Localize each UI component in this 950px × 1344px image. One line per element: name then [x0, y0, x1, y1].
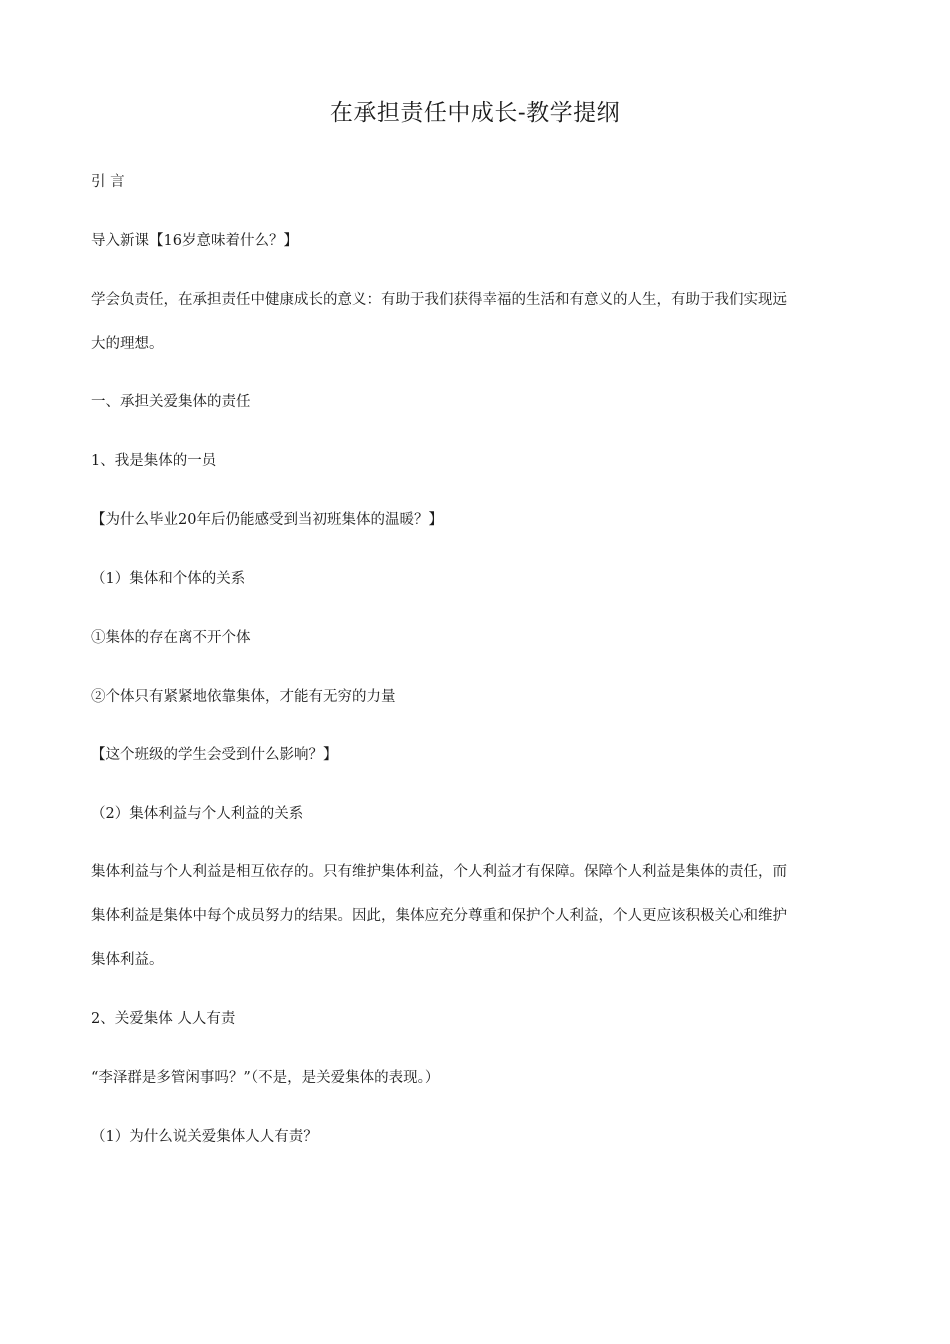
paragraph-line: 大的理想。	[91, 336, 164, 352]
lead-in-question: 导入新课【16岁意味着什么？】	[91, 233, 298, 249]
document-title: 在承担责任中成长-教学提纲	[329, 100, 621, 126]
list-item: ②个体只有紧紧地依靠集体，才能有无穷的力量	[91, 689, 396, 705]
interest-relation-paragraph	[91, 850, 861, 982]
meaning-paragraph	[91, 278, 861, 366]
discussion-question: 【为什么毕业20年后仍能感受到当初班集体的温暖？】	[91, 512, 443, 528]
quote-line: “李泽群是多管闲事吗？”（不是，是关爱集体的表现。）	[91, 1070, 440, 1086]
section-heading: 一、承担关爱集体的责任	[91, 394, 251, 410]
discussion-question: 【这个班级的学生会受到什么影响？】	[91, 747, 338, 763]
paragraph-line: 集体利益是集体中每个成员努力的结果。因此，集体应充分尊重和保护个人利益，个人更应该积极关心和维护	[91, 908, 787, 924]
subsection-heading: 1、我是集体的一员	[91, 453, 217, 469]
point-heading: （2）集体利益与个人利益的关系	[91, 806, 304, 822]
point-heading: （1）为什么说关爱集体人人有责？	[91, 1129, 318, 1145]
list-item: ①集体的存在离不开个体	[91, 630, 251, 646]
paragraph-line: 学会负责任，在承担责任中健康成长的意义：有助于我们获得幸福的生活和有意义的人生，有助于我们实现远	[91, 292, 787, 308]
intro-heading: 引 言	[91, 174, 125, 190]
paragraph-line: 集体利益与个人利益是相互依存的。只有维护集体利益，个人利益才有保障。保障个人利益是集体的责任，而	[91, 864, 787, 880]
paragraph-line: 集体利益。	[91, 952, 164, 968]
subsection-heading: 2、关爱集体 人人有责	[91, 1011, 236, 1027]
point-heading: （1）集体和个体的关系	[91, 571, 246, 587]
